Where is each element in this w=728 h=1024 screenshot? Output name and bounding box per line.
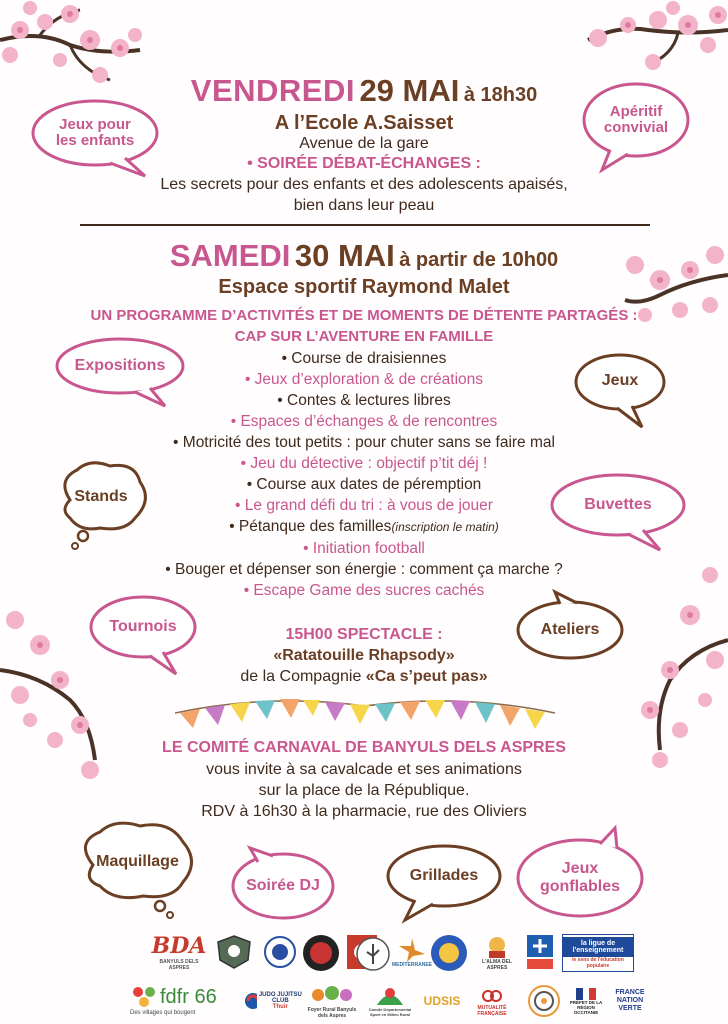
blue-circle-logo xyxy=(430,934,468,972)
foyer-rural-logo: Foyer Rural Banyuls dels Aspres xyxy=(304,980,360,1022)
show-title: 15H00 SPECTACLE : xyxy=(285,626,443,643)
bubble-buvettes: Buvettes xyxy=(548,470,688,545)
show-company-name: «Ca s’peut pas» xyxy=(365,668,488,685)
bubble-aperitif: Apéritif convivial xyxy=(580,82,692,162)
activity-item: • Course aux dates de péremption xyxy=(246,476,482,493)
friday-desc-line2: bien dans leur peau xyxy=(293,197,435,214)
fdfr-logo: fdfr 66 Des villages qui bougent xyxy=(130,985,217,1016)
program-line1: UN PROGRAMME D’ACTIVITÉS ET DE MOMENTS DE DÉTENTE PARTAGÉS : xyxy=(90,307,638,324)
bubble-soiree-dj: Soirée DJ xyxy=(228,848,338,923)
activity-item: • Initiation football xyxy=(303,540,425,557)
alma-logo: L'ALMA DEL ASPRES xyxy=(475,932,519,974)
activity-item: • Motricité des tout petits : pour chuter sans se faire mal xyxy=(173,434,555,451)
activity-item: • Espaces d’échanges & de rencontres xyxy=(230,413,498,430)
friday-desc-line1: Les secrets pour des enfants et des adolescents apaisés, xyxy=(160,176,568,193)
friday-place: A l’Ecole A.Saisset xyxy=(274,112,454,134)
judo-club-logo: JUDO JUJITSU CLUB Thuir xyxy=(244,986,302,1016)
friday-event: • SOIRÉE DÉBAT-ÉCHANGES : xyxy=(247,155,481,172)
carnival-title: LE COMITÉ CARNAVAL DE BANYULS DELS ASPRES xyxy=(162,739,566,756)
show-name: «Ratatouille Rhapsody» xyxy=(273,647,455,664)
activity-item: • Course de draisiennes xyxy=(281,350,447,367)
bunting-garland xyxy=(175,688,555,733)
program-line2: CAP SUR L’AVENTURE EN FAMILLE xyxy=(234,328,494,345)
bubble-jeux-gonflables: Jeux gonflables xyxy=(515,828,645,913)
show-company-prefix: de la Compagnie xyxy=(240,668,362,685)
swirl-logo xyxy=(526,982,562,1020)
crest-logo xyxy=(212,934,256,970)
prefet-logo: PRÉFET DE LA RÉGION OCCITANIE xyxy=(566,982,606,1020)
saturday-date: 30 MAI xyxy=(294,238,395,273)
bubble-jeux: Jeux xyxy=(572,352,668,422)
carnival-line3: RDV à 16h30 à la pharmacie, rue des Oliviers xyxy=(201,803,527,820)
friday-date: 29 MAI xyxy=(359,73,460,108)
cdsmr-logo: Comité Départemental Sport en Milieu Rural xyxy=(368,980,412,1022)
activity-item: • Contes & lectures libres xyxy=(277,392,451,409)
activity-item: • Le grand défi du tri : à vous de jouer xyxy=(235,497,493,514)
activity-item: • Jeux d’exploration & de créations xyxy=(244,371,484,388)
friday-address: Avenue de la gare xyxy=(299,135,429,152)
bubble-jeux-enfants: Jeux pour les enfants xyxy=(30,98,160,168)
bubble-tournois: Tournois xyxy=(88,592,198,667)
carnival-line1: vous invite à sa cavalcade et ses animations xyxy=(206,761,522,778)
activity-item: • Jeu du détective : objectif p’tit déj ! xyxy=(240,455,488,472)
cancer-league-logo xyxy=(523,932,557,974)
club-round-logo xyxy=(264,936,296,968)
bda-logo: BDA BANYULS DELS ASPRES xyxy=(151,933,207,971)
saturday-time: à partir de 10h00 xyxy=(399,249,559,271)
bubble-ateliers: Ateliers xyxy=(515,592,625,662)
sport-round-logo xyxy=(302,934,340,972)
activity-item: • Bouger et dépenser son énergie : comment ça marche ? xyxy=(165,561,563,578)
friday-day: VENDREDI xyxy=(190,73,355,108)
saturday-day: SAMEDI xyxy=(169,238,291,273)
saturday-heading xyxy=(0,238,728,274)
section-divider xyxy=(80,224,650,226)
activity-note: (inscription le matin) xyxy=(391,520,499,534)
bubble-grillades: Grillades xyxy=(385,840,503,915)
bubble-stands: Stands xyxy=(55,460,147,540)
cherry-blossom-top-right xyxy=(578,0,728,80)
activity-text: • Pétanque des familles xyxy=(229,518,392,535)
activity-item: • Escape Game des sucres cachés xyxy=(243,582,485,599)
friday-time: à 18h30 xyxy=(463,84,538,106)
france-nation-verte-logo: FRANCE NATION VERTE xyxy=(615,989,645,1012)
tree-round-logo xyxy=(355,936,391,972)
mediterranee-logo: MEDITERRANEE xyxy=(392,930,432,974)
ligue-enseignement-logo: la ligue de l'enseignement le sens de l'éducation populaire xyxy=(562,934,634,972)
bubble-maquillage: Maquillage xyxy=(75,820,200,915)
carnival-line2: sur la place de la République. xyxy=(258,782,470,799)
bubble-expositions: Expositions xyxy=(55,338,185,398)
udsis-logo: UDSIS xyxy=(423,994,461,1008)
saturday-place: Espace sportif Raymond Malet xyxy=(218,276,510,298)
mutualite-logo: MUTUALITÉ FRANÇAISE xyxy=(470,984,514,1020)
